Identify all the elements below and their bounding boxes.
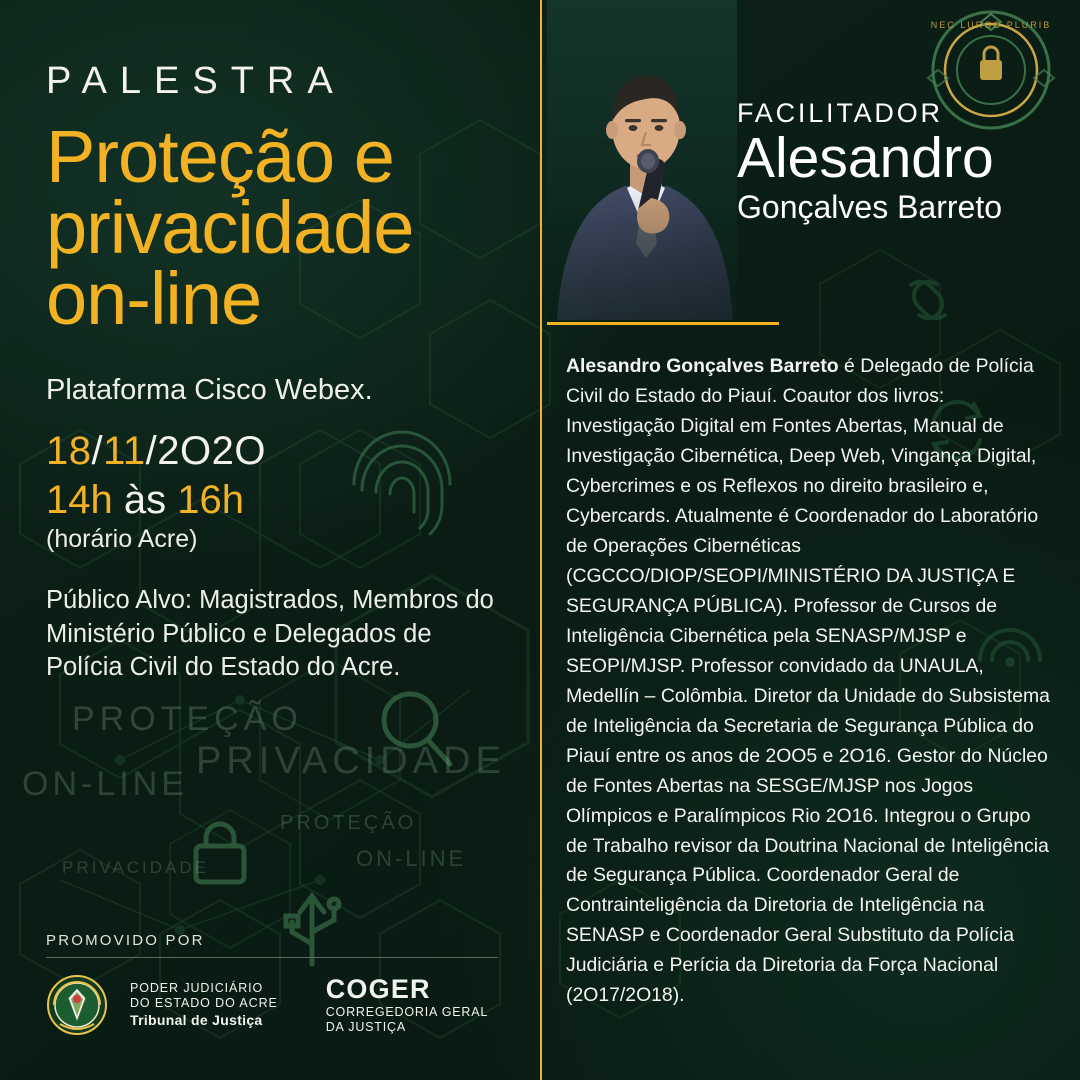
event-time bbox=[46, 478, 496, 523]
time-start: 14h bbox=[46, 478, 113, 523]
date-sep: / bbox=[91, 429, 104, 474]
event-date bbox=[46, 429, 496, 474]
coger-line-1: COGER bbox=[325, 973, 431, 1004]
promoter-section bbox=[46, 932, 498, 1036]
watermark-text: PROTEÇÃO bbox=[280, 812, 417, 834]
coat-of-arms-icon bbox=[46, 974, 108, 1036]
tj-line-1: PODER JUDICIÁRIO bbox=[130, 980, 264, 995]
right-column bbox=[542, 0, 1080, 1080]
platform-label: Plataforma Cisco Webex. bbox=[46, 374, 373, 407]
page-title: Proteção e privacidade on-line bbox=[46, 115, 414, 341]
date-month: 11 bbox=[103, 429, 146, 474]
divider-rule bbox=[46, 957, 498, 958]
speaker-name-block bbox=[737, 98, 1067, 226]
date-sep: / bbox=[145, 429, 158, 474]
tj-wordmark bbox=[130, 981, 278, 1030]
target-audience: Público Alvo: Magistrados, Membros do Ministério Público e Delegados de Polícia Civil do Estado do Acre. bbox=[46, 586, 494, 682]
watermark-text: ON-LINE bbox=[356, 846, 467, 871]
svg-text:NEC LURGO PLURIB: NEC LURGO PLURIB bbox=[930, 20, 1052, 30]
speaker-underline bbox=[547, 322, 779, 325]
watermark-text: PROTEÇÃO bbox=[72, 700, 303, 738]
time-end: 16h bbox=[177, 478, 244, 523]
time-connector: às bbox=[123, 478, 167, 523]
speaker-bio bbox=[566, 352, 1056, 1011]
tj-line-3: Tribunal de Justiça bbox=[130, 1012, 263, 1029]
speaker-photo bbox=[547, 0, 737, 320]
watermark-text: PRIVACIDADE bbox=[62, 858, 209, 877]
coger-wordmark bbox=[326, 974, 488, 1036]
watermark-text: ON-LINE bbox=[22, 765, 188, 803]
speaker-role-label: FACILITADOR bbox=[737, 98, 943, 128]
speaker-bio-text: é Delegado de Polícia Civil do Estado do Piauí. Coautor dos livros: Investigação Digital em Fontes Abertas, Manual de Investigação Cibernética, Deep Web, Vingança Digital, Cybercrimes e os Reflexos no direito brasileiro e, Cybercards. Atualmente é Coordenador do Laboratório de Operações Cibernéticas (CGCCO/DIOP/SEOPI/MINISTÉRIO DA JUSTIÇA E SEGURANÇA PÚBLICA). Professor de Cursos de Inteligência Cibernética pela SENASP/MJSP e SEOPI/MJSP. Professor convidado da UNAULA, Medellín – Colômbia. Diretor da Unidade do Subsistema de Inteligência da Secretaria de Segurança Pública do Piauí entre os anos de 2OO5 e 2O16. Gestor do Núcleo de Fontes Abertas na SESGE/MJSP nos Jogos Olímpicos e Paralímpicos Rio 2O16. Integrou o Grupo de Trabalho revisor da Doutrina Nacional de Inteligência de Segurança Pública. Coordenador Geral de Contrainteligência da Diretoria de Inteligência na SENASP e Coordenador Geral Substituto da Polícia Judiciária e Perícia da Diretoria da Força Nacional (2O17/2O18). bbox=[566, 355, 1050, 1007]
speaker-bio-lead: Alesandro Gonçalves Barreto bbox=[566, 355, 839, 377]
kicker-label: PALESTRA bbox=[46, 60, 346, 102]
speaker-last-name: Gonçalves Barreto bbox=[737, 188, 1003, 225]
date-day: 18 bbox=[46, 429, 92, 474]
tj-line-2: DO ESTADO DO ACRE bbox=[130, 995, 278, 1010]
promoted-by-label: PROMOVIDO POR bbox=[46, 931, 205, 949]
coger-line-3: DA JUSTIÇA bbox=[325, 1020, 406, 1035]
speaker-first-name: Alesandro bbox=[737, 126, 994, 190]
coger-line-2: CORREGEDORIA GERAL bbox=[325, 1004, 489, 1019]
watermark-text: PRIVACIDADE bbox=[196, 740, 506, 782]
date-year: 2O2O bbox=[157, 429, 266, 474]
timezone-note: (horário Acre) bbox=[46, 525, 198, 554]
logo-row bbox=[46, 974, 498, 1036]
